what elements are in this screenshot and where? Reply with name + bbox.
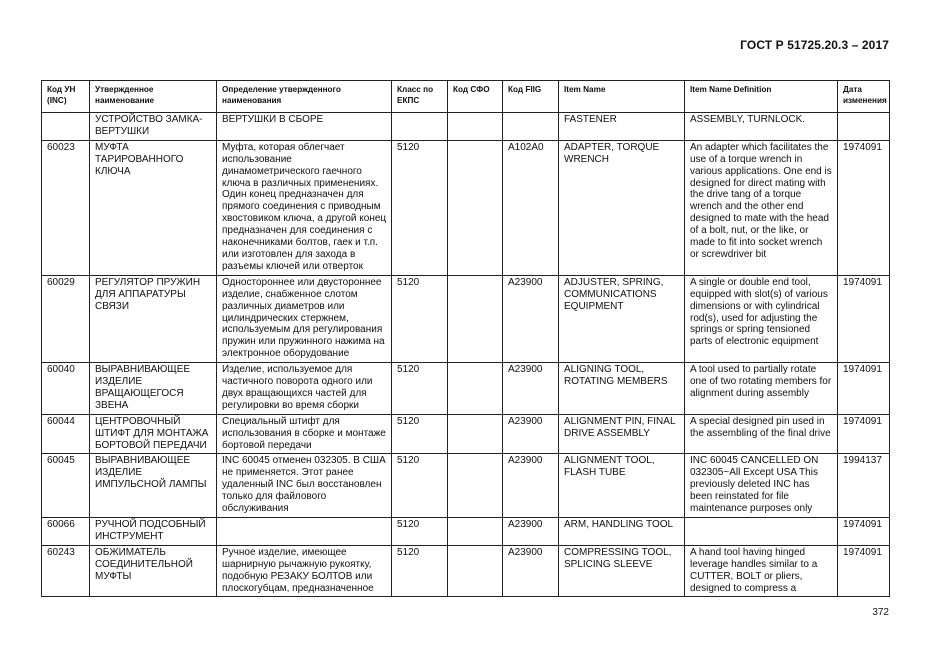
cell-definition: ВЕРТУШКИ В СБОРЕ	[217, 113, 392, 141]
cell-item-definition: A tool used to partially rotate one of two rotating members for alignment during assembly	[685, 363, 838, 415]
cell-item-name: FASTENER	[559, 113, 685, 141]
cell-change-date: 1974091	[838, 414, 890, 454]
table-header-row	[42, 81, 890, 113]
cell-inc: 60023	[42, 140, 90, 275]
inc-table	[41, 80, 890, 597]
cell-sfo-code	[448, 113, 503, 141]
cell-ekps-class: 5120	[392, 363, 448, 415]
cell-definition: Ручное изделие, имеющее шарнирную рычажную рукоятку, подобную РЕЗАКУ БОЛТОВ или плоскогубцам, предназначенное	[217, 545, 392, 597]
table-row	[42, 545, 890, 597]
document-standard-header: ГОСТ Р 51725.20.3 – 2017	[740, 38, 889, 52]
cell-ekps-class: 5120	[392, 454, 448, 518]
page-number: 372	[872, 607, 889, 618]
column-header-inc: Код УН (INC)	[42, 81, 90, 113]
cell-ekps-class	[392, 113, 448, 141]
cell-sfo-code	[448, 518, 503, 546]
column-header-change-date: Дата изменения	[838, 81, 890, 113]
table-row	[42, 363, 890, 415]
cell-change-date: 1974091	[838, 518, 890, 546]
table-row	[42, 518, 890, 546]
cell-change-date: 1974091	[838, 363, 890, 415]
cell-item-name: COMPRESSING TOOL, SPLICING SLEEVE	[559, 545, 685, 597]
cell-ekps-class: 5120	[392, 518, 448, 546]
cell-ekps-class: 5120	[392, 414, 448, 454]
cell-inc: 60044	[42, 414, 90, 454]
page-bottom-margin	[0, 620, 935, 661]
column-header-ekps-class: Класс по ЕКПС	[392, 81, 448, 113]
cell-change-date: 1974091	[838, 545, 890, 597]
cell-approved-name: ВЫРАВНИВАЮЩЕЕ ИЗДЕЛИЕ ВРАЩАЮЩЕГОСЯ ЗВЕНА	[90, 363, 217, 415]
cell-item-definition: A special designed pin used in the assembling of the final drive	[685, 414, 838, 454]
cell-fiig-code	[503, 113, 559, 141]
cell-approved-name: ВЫРАВНИВАЮЩЕЕ ИЗДЕЛИЕ ИМПУЛЬСНОЙ ЛАМПЫ	[90, 454, 217, 518]
table-body	[42, 113, 890, 597]
cell-item-name: ADAPTER, TORQUE WRENCH	[559, 140, 685, 275]
cell-item-definition: An adapter which facilitates the use of a torque wrench in various applications. One end is designed for direct mating with the drive tang of a torque wrench and the other end designed to mate with the head of a bolt, nut, or the like, or made to fit into socket wrench or screwdriver bit	[685, 140, 838, 275]
cell-approved-name: ЦЕНТРОВОЧНЫЙ ШТИФТ ДЛЯ МОНТАЖА БОРТОВОЙ ПЕРЕДАЧИ	[90, 414, 217, 454]
cell-inc: 60040	[42, 363, 90, 415]
cell-item-name: ALIGNMENT TOOL, FLASH TUBE	[559, 454, 685, 518]
column-header-sfo-code: Код СФО	[448, 81, 503, 113]
cell-item-definition: A single or double end tool, equipped with slot(s) of various dimensions or with cylindrical rod(s), used for adjusting the springs or spring tensioned parts of electronic equipment	[685, 275, 838, 362]
table-row	[42, 275, 890, 362]
cell-definition: INC 60045 отменен 032305. В США не применяется. Этот ранее удаленный INC был восстановлен только для файлового обслуживания	[217, 454, 392, 518]
cell-fiig-code: A23900	[503, 545, 559, 597]
column-header-fiig-code: Код FIIG	[503, 81, 559, 113]
cell-item-definition	[685, 518, 838, 546]
table-row	[42, 454, 890, 518]
cell-fiig-code: A23900	[503, 275, 559, 362]
cell-item-name: ARM, HANDLING TOOL	[559, 518, 685, 546]
cell-item-definition: A hand tool having hinged leverage handles similar to a CUTTER, BOLT or pliers, designed to compress a	[685, 545, 838, 597]
cell-item-name: ALIGNING TOOL, ROTATING MEMBERS	[559, 363, 685, 415]
cell-change-date: 1974091	[838, 140, 890, 275]
cell-inc: 60243	[42, 545, 90, 597]
cell-ekps-class: 5120	[392, 275, 448, 362]
cell-inc: 60045	[42, 454, 90, 518]
cell-fiig-code: A23900	[503, 454, 559, 518]
cell-ekps-class: 5120	[392, 140, 448, 275]
cell-definition: Изделие, используемое для частичного поворота одного или двух вращающихся частей для регулировки во время сборки	[217, 363, 392, 415]
cell-approved-name: МУФТА ТАРИРОВАННОГО КЛЮЧА	[90, 140, 217, 275]
cell-inc: 60029	[42, 275, 90, 362]
cell-item-name: ALIGNMENT PIN, FINAL DRIVE ASSEMBLY	[559, 414, 685, 454]
cell-sfo-code	[448, 363, 503, 415]
cell-item-definition: ASSEMBLY, TURNLOCK.	[685, 113, 838, 141]
column-header-item-name: Item Name	[559, 81, 685, 113]
cell-change-date: 1994137	[838, 454, 890, 518]
cell-sfo-code	[448, 275, 503, 362]
cell-item-definition: INC 60045 CANCELLED ON 032305~All Except USA This previously deleted INC has been reinstated for file maintenance purposes only	[685, 454, 838, 518]
cell-sfo-code	[448, 545, 503, 597]
table-row	[42, 113, 890, 141]
table-row	[42, 414, 890, 454]
column-header-definition: Определение утвержденного наименования	[217, 81, 392, 113]
cell-definition	[217, 518, 392, 546]
column-header-item-name-definition: Item Name Definition	[685, 81, 838, 113]
cell-change-date: 1974091	[838, 275, 890, 362]
table-row	[42, 140, 890, 275]
cell-sfo-code	[448, 454, 503, 518]
cell-approved-name: РЕГУЛЯТОР ПРУЖИН ДЛЯ АППАРАТУРЫ СВЯЗИ	[90, 275, 217, 362]
cell-approved-name: РУЧНОЙ ПОДСОБНЫЙ ИНСТРУМЕНТ	[90, 518, 217, 546]
cell-fiig-code: A23900	[503, 414, 559, 454]
cell-fiig-code: A23900	[503, 518, 559, 546]
cell-definition: Специальный штифт для использования в сборке и монтаже бортовой передачи	[217, 414, 392, 454]
cell-fiig-code: A102A0	[503, 140, 559, 275]
cell-fiig-code: A23900	[503, 363, 559, 415]
cell-inc	[42, 113, 90, 141]
cell-approved-name: УСТРОЙСТВО ЗАМКА-ВЕРТУШКИ	[90, 113, 217, 141]
cell-approved-name: ОБЖИМАТЕЛЬ СОЕДИНИТЕЛЬНОЙ МУФТЫ	[90, 545, 217, 597]
cell-sfo-code	[448, 414, 503, 454]
cell-inc: 60066	[42, 518, 90, 546]
cell-definition: Муфта, которая облегчает использование динамометрического гаечного ключа в различных применениях. Один конец предназначен для прямого соединения с приводным хвостовиком ключа, а другой конец предназначен для соединения с наконечниками болтов, гаек и т.п. или изготовлен для захода в разъемы ключей или отверток	[217, 140, 392, 275]
cell-change-date	[838, 113, 890, 141]
column-header-approved-name: Утвержденное наименование	[90, 81, 217, 113]
cell-definition: Одностороннее или двустороннее изделие, снабженное слотом различных диаметров или цилиндрических стержнем, используемым для регулирования пружин или пружинного нажима на электронное оборудование	[217, 275, 392, 362]
cell-ekps-class: 5120	[392, 545, 448, 597]
cell-sfo-code	[448, 140, 503, 275]
cell-item-name: ADJUSTER, SPRING, COMMUNICATIONS EQUIPMENT	[559, 275, 685, 362]
